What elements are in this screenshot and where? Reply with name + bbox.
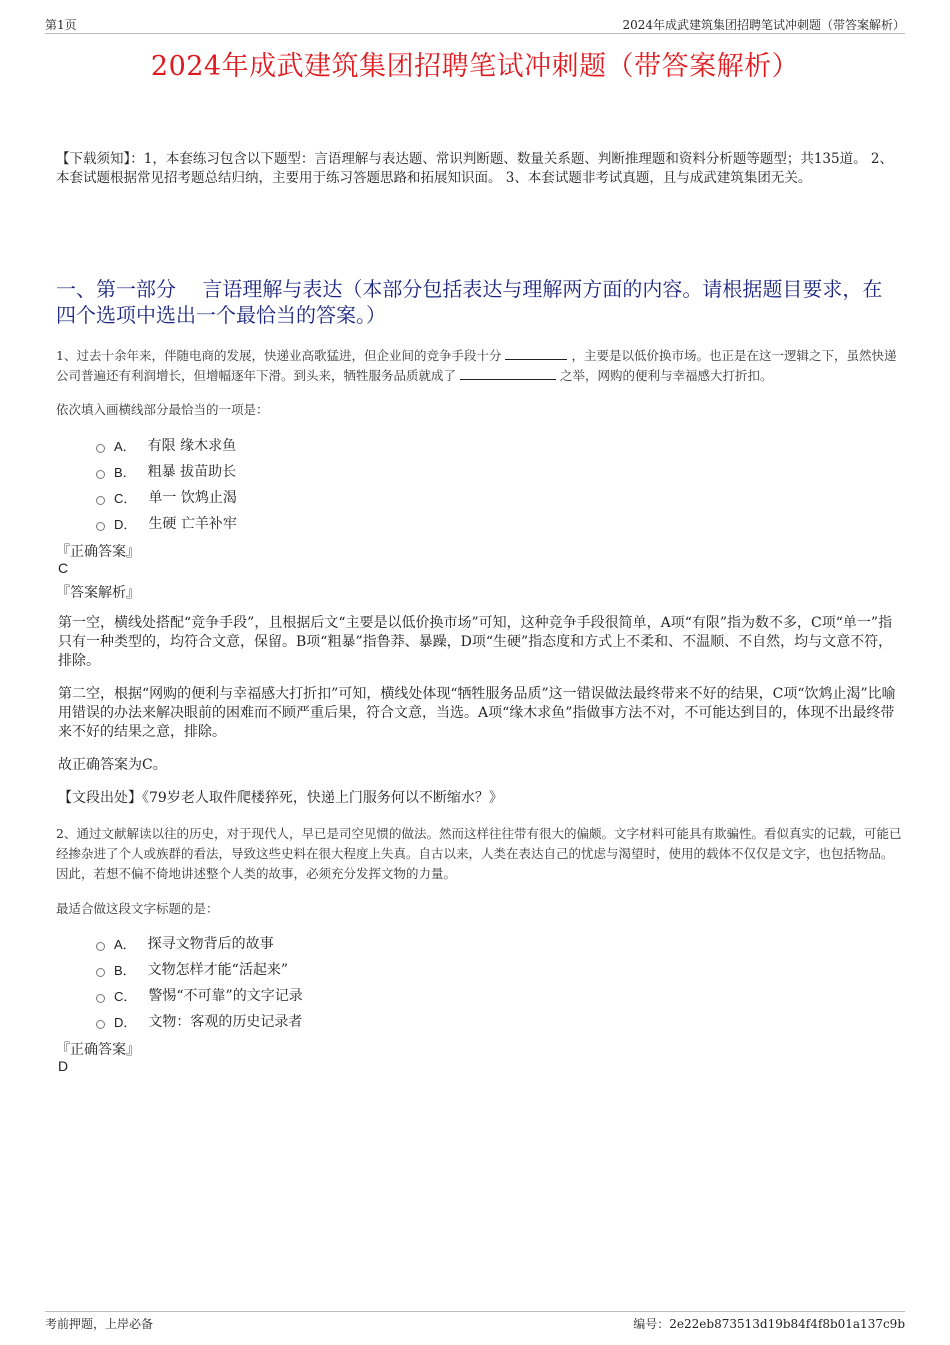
analysis-tag: 『答案解析』 [56, 585, 140, 601]
radio-icon[interactable] [96, 496, 105, 505]
question-1-text-part: 之举，网购的便利与幸福感大打折扣。 [559, 368, 773, 383]
option-label: C． [114, 490, 137, 506]
question-1-text-part: 1、过去十余年来，伴随电商的发展，快递业高歌猛进，但企业间的竞争手段十分 [56, 348, 502, 363]
option-c[interactable] [96, 982, 303, 1008]
page-number: 第1页 [45, 18, 77, 32]
question-2-text: 2、通过文献解读以往的历史，对于现代人，早已是司空见惯的做法。然而这样往往带有很大的偏颇。文字材料可能具有欺骗性。看似真实的记载，可能已经掺杂进了个人或族群的看法，导致这些史料在很大程度上失真。自古以来，人类在表达自己的忧虑与渴望时，使用的载体不仅仅是文字，也包括物品。因此，若想不偏不倚地讲述整个人类的故事，必须充分发挥文物的力量。 [56, 826, 902, 881]
footer-serial: 编号：2e22eb873513d19b84f4f8b01a137c9b [633, 1317, 905, 1331]
question-2-prompt: 最适合做这段文字标题的是： [56, 901, 219, 916]
option-text: 单一 饮鸩止渴 [148, 490, 237, 506]
fill-blank-1 [505, 346, 567, 360]
footer-slogan: 考前押题，上岸必备 [45, 1317, 154, 1331]
option-label: D． [114, 1014, 137, 1030]
answer-tag: 『正确答案』 [56, 1042, 140, 1058]
download-notice: 【下载须知】：1，本套练习包含以下题型：言语理解与表达题、常识判断题、数量关系题、判断推理题和资料分析题等题型；共135道。 2、本套试题根据常见招考题总结归纳，主要用于练习答题思路和拓展知识面。 3、本套试题非考试真题，且与成武建筑集团无关。 [56, 151, 893, 186]
radio-icon[interactable] [96, 1020, 105, 1029]
option-text: 粗暴 拔苗助长 [147, 464, 237, 480]
radio-icon[interactable] [96, 470, 105, 479]
document-title: 2024年成武建筑集团招聘笔试冲刺题（带答案解析） [150, 51, 800, 82]
option-text: 警惕“不可靠”的文字记录 [148, 988, 303, 1004]
option-a[interactable] [96, 432, 237, 458]
question-1-text [56, 346, 902, 386]
analysis-paragraph-1: 第一空，横线处搭配“竞争手段”，且根据后文“主要是以低价换市场”可知，这种竞争手段很简单，A项“有限”指为数不多，C项“单一”指只有一种类型的，均符合文意，保留。B项“粗暴”指鲁莽、暴躁，D项“生硬”指态度和方式上不柔和、不温顺、不自然，均与文意不符，排除。 [58, 615, 893, 669]
question-1-prompt: 依次填入画横线部分最恰当的一项是： [56, 402, 269, 417]
fill-blank-2 [460, 366, 556, 380]
option-d[interactable] [96, 1008, 303, 1034]
option-label: A． [114, 438, 136, 454]
option-label: C． [114, 988, 137, 1004]
correct-answer: C [58, 560, 69, 576]
option-text: 文物：客观的历史记录者 [148, 1014, 303, 1030]
question-1-text-part: ，主要是以低价换市场。也正是在这一逻辑之下，虽然快递公司普遍还有利润增长，但增幅逐年下滑。到头来，牺牲服务品质就成了 [56, 348, 897, 383]
option-b[interactable] [96, 458, 237, 484]
page-footer [45, 1311, 905, 1331]
radio-icon[interactable] [96, 444, 105, 453]
answer-tag: 『正确答案』 [56, 544, 140, 560]
option-label: B． [114, 464, 136, 480]
option-text: 探寻文物背后的故事 [147, 936, 274, 952]
option-text: 有限 缘木求鱼 [147, 438, 237, 454]
option-label: B． [114, 962, 136, 978]
option-b[interactable] [96, 956, 303, 982]
option-a[interactable] [96, 930, 303, 956]
option-d[interactable] [96, 510, 237, 536]
question-2-options [96, 930, 303, 1034]
analysis-paragraph-2: 第二空，根据“网购的便利与幸福感大打折扣”可知，横线处体现“牺牲服务品质”这一错误做法最终带来不好的结果，C项“饮鸩止渴”比喻用错误的办法来解决眼前的困难而不顾严重后果，符合文意，当选。A项“缘木求鱼”指做事方法不对，不可能达到目的，体现不出最终带来不好的结果之意，排除。 [58, 686, 896, 740]
radio-icon[interactable] [96, 942, 105, 951]
radio-icon[interactable] [96, 522, 105, 531]
page-header [45, 14, 905, 34]
radio-icon[interactable] [96, 994, 105, 1003]
header-doc-title: 2024年成武建筑集团招聘笔试冲刺题（带答案解析） [622, 18, 905, 32]
question-1-options [96, 432, 237, 536]
correct-answer: D [58, 1058, 69, 1074]
option-label: A． [114, 936, 136, 952]
option-c[interactable] [96, 484, 237, 510]
section-title: 一、第一部分 言语理解与表达（本部分包括表达与理解两方面的内容。请根据题目要求，在四个选项中选出一个最恰当的答案。） [56, 277, 883, 327]
option-text: 文物怎样才能“活起来” [147, 962, 288, 978]
analysis-conclusion: 故正确答案为C。 [58, 757, 167, 773]
option-text: 生硬 亡羊补牢 [148, 516, 237, 532]
text-source: 【文段出处】《79岁老人取件爬楼猝死，快递上门服务何以不断缩水？》 [58, 790, 503, 806]
radio-icon[interactable] [96, 968, 105, 977]
option-label: D． [114, 516, 137, 532]
